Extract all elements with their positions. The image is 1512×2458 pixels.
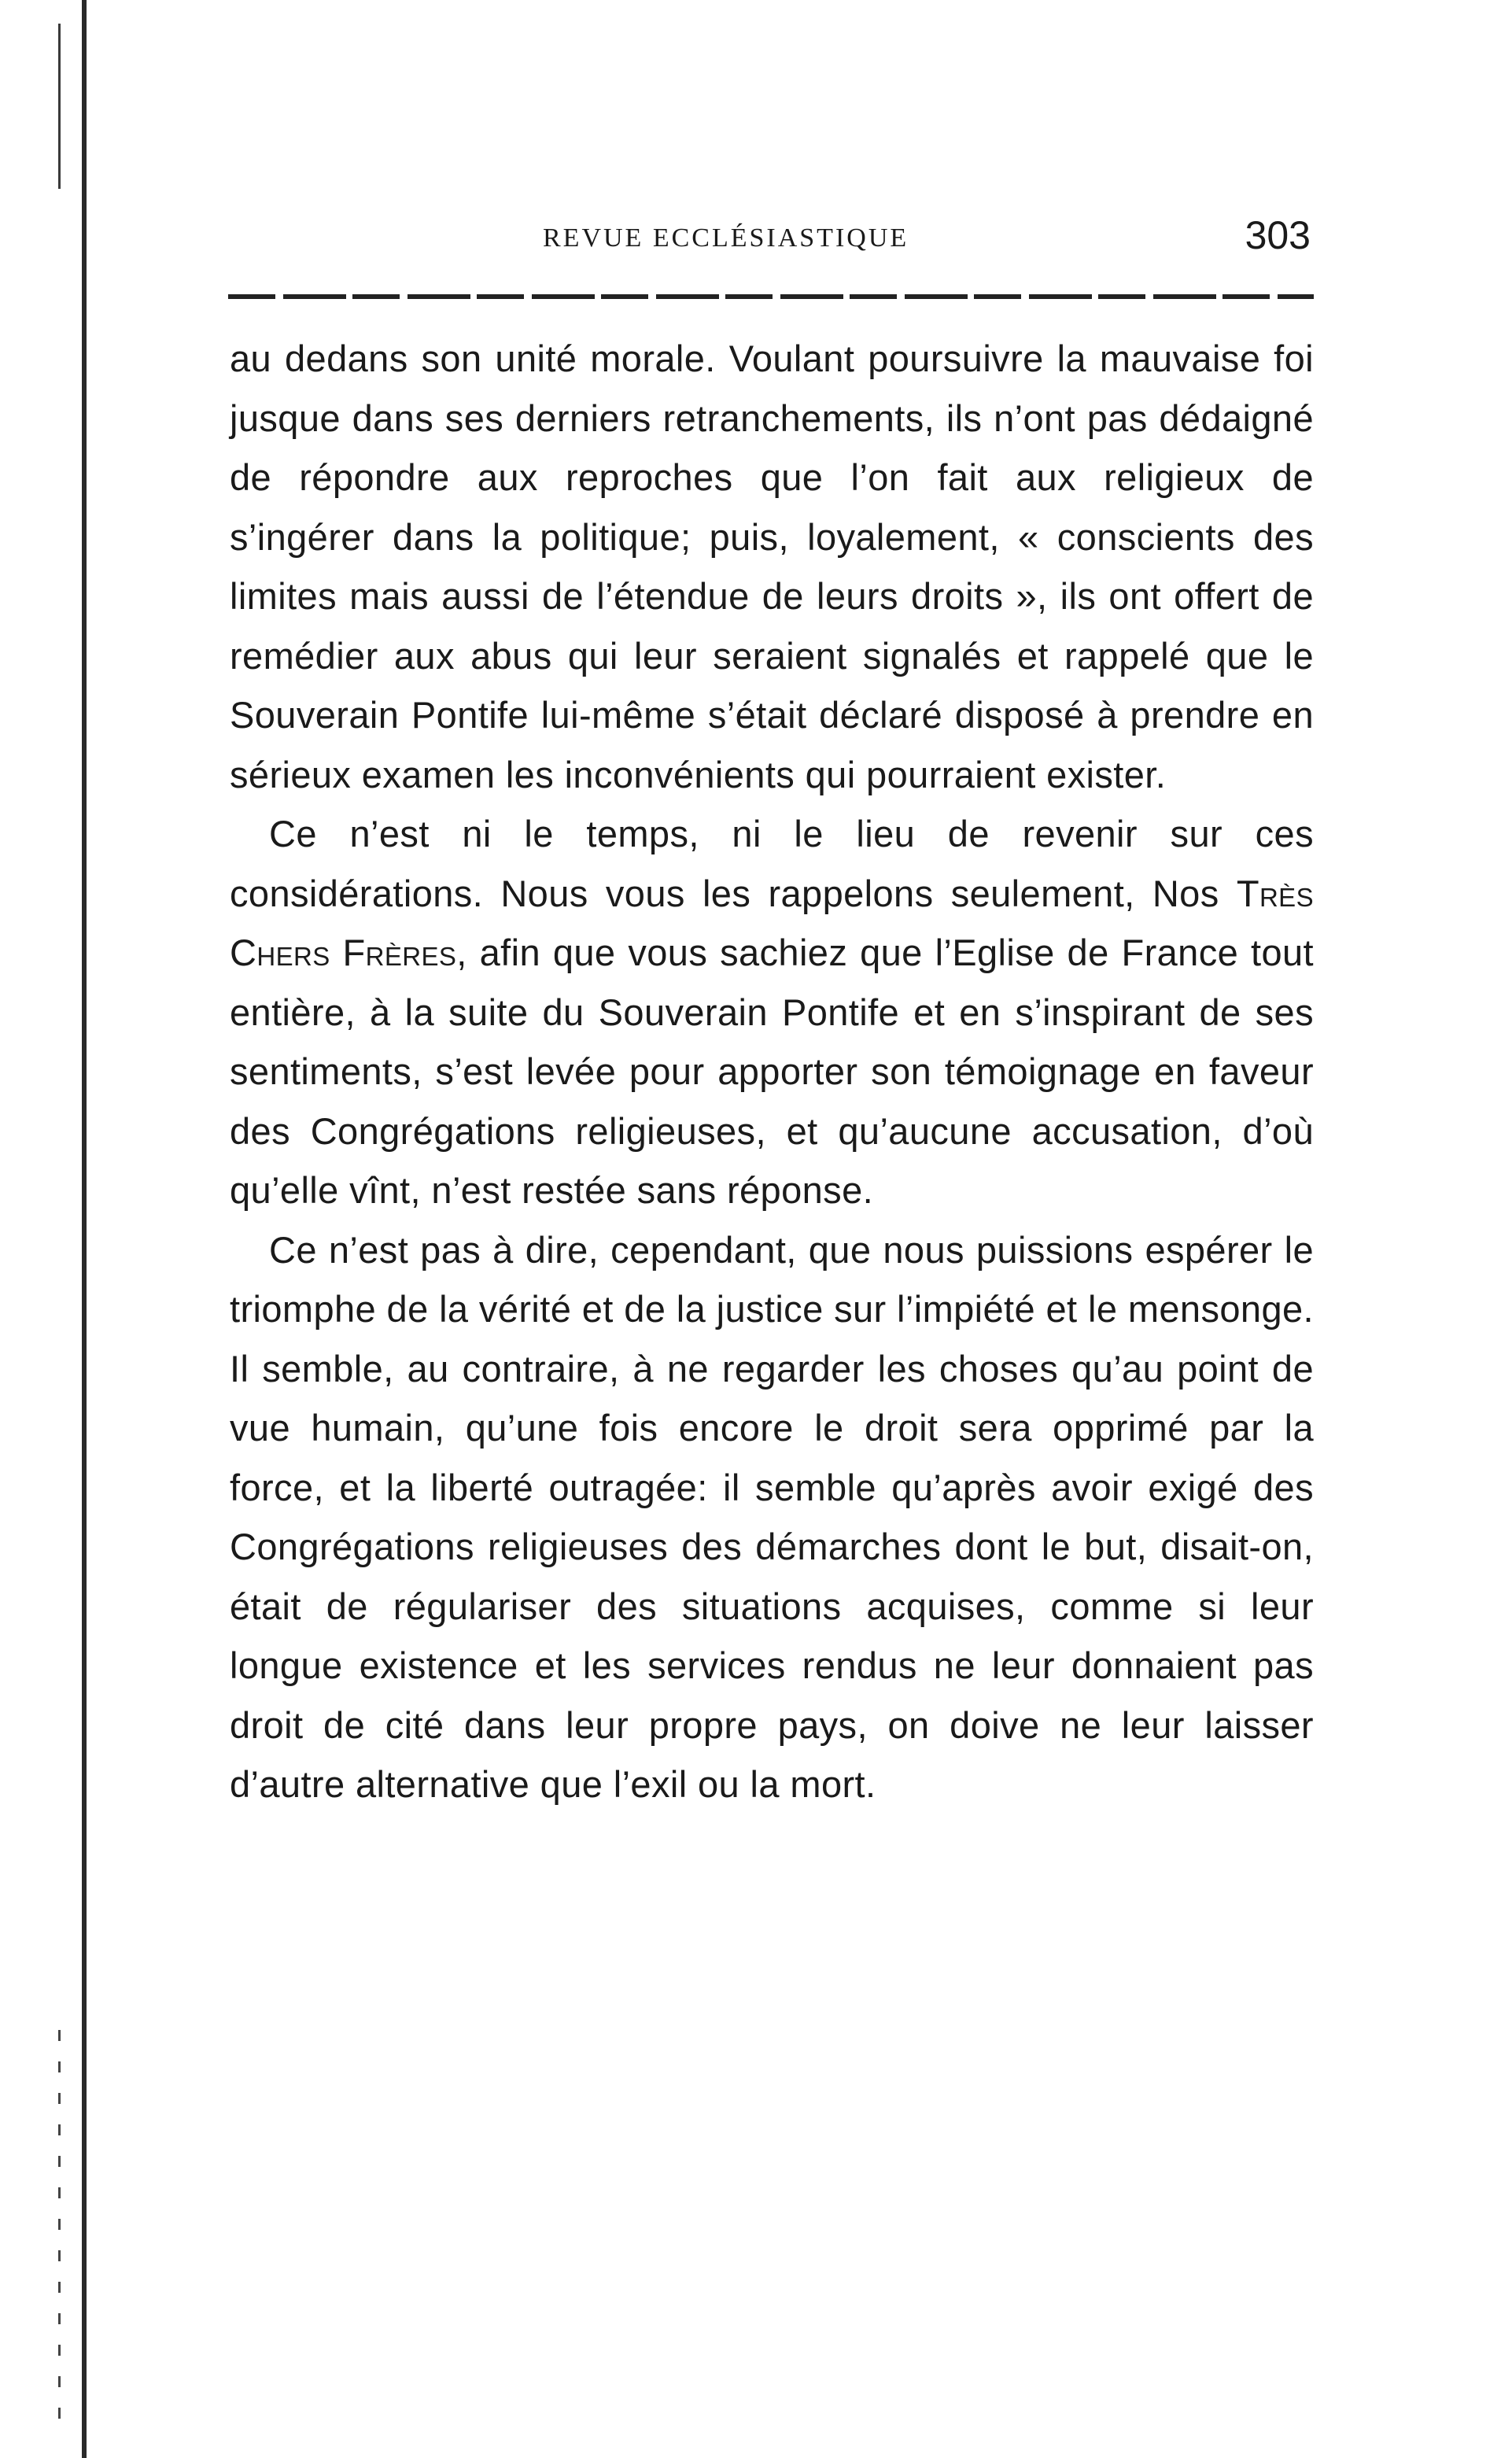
paragraph-3: Ce n’est pas à dire, cependant, que nous puissions espérer le triomphe de la vérité et de la justice sur l’impiété et le mensonge. Il semble, au contraire, à ne regarder les choses qu’au point de vue humain, qu’une fois encore le droit sera opprimé par la force, et la liberté outragée: il semble qu’après avoir exigé des Congrégations religieuses des démarches dont le but, disait-on, était de régulariser des situations acquises, comme si leur longue existence et les services rendus ne leur donnaient pas droit de cité dans leur propre pays, on doive ne leur laisser d’autre alternative que l’exil ou la mort. [230,1228,1314,1805]
body-text [230,329,1314,1814]
paragraph-2-start: Ce n’est ni le temps, ni le lieu de revenir sur ces considérations. Nous vous les rappelons seulement, Nos [230,813,1314,914]
paragraph-1: au dedans son unité morale. Voulant poursuivre la mauvaise foi jusque dans ses derniers retranchements, ils n’ont pas dédaigné de répondre aux reproches que l’on fait aux religieux de s’ingérer dans la politique; puis, loyalement, « conscients des limites mais aussi de l’étendue de leurs droits », ils ont offert de remédier aux abus qui leur seraient signalés et rappelé que le Souverain Pontife lui-même s’était déclaré disposé à prendre en sérieux examen les inconvénients qui pourraient exister. [230,338,1314,795]
header-rule [228,294,1314,299]
binding-rule-thin [58,24,61,189]
paragraph-2-smallcaps: Très Chers Frères [230,872,1314,973]
binding-rule [82,0,87,2458]
running-title: REVUE ECCLÉSIASTIQUE [543,223,909,253]
paragraph-2 [230,804,1314,1220]
binding-edge [0,0,94,2458]
page-header [228,206,1314,277]
paragraph-2-end: , afin que vous sachiez que l’Eglise de France tout entière, à la suite du Souverain Pontife et en s’inspirant de ses sentiments, s’est levée pour apporter son témoignage en faveur des Congrégations religieuses, et qu’aucune accusation, d’où qu’elle vînt, n’est restée sans réponse. [230,932,1315,1211]
binding-rule-dotted [58,2030,61,2439]
page-number: 303 [1245,213,1311,257]
